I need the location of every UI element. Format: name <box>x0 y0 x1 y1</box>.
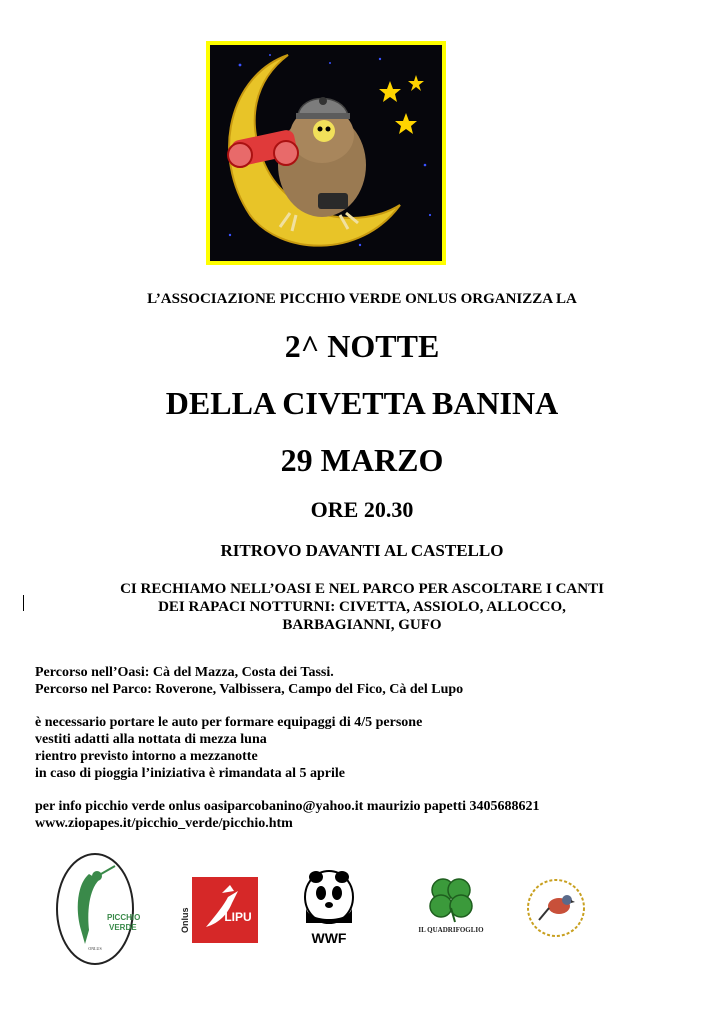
quadrifoglio-logo <box>415 874 487 936</box>
stars <box>379 75 424 134</box>
note-return: rientro previsto intorno a mezzanotte <box>35 749 258 764</box>
quadrifoglio-text: IL QUADRIFOGLIO <box>418 926 484 934</box>
picchio-logo-sub: ONLUS <box>88 946 102 951</box>
event-time: ORE 20.30 <box>310 497 414 522</box>
event-date: 29 MARZO <box>280 442 444 478</box>
contact-info: per info picchio verde onlus oasiparcobanino@yahoo.it maurizio papetti 3405688621 <box>35 799 540 814</box>
meeting-point: RITROVO DAVANTI AL CASTELLO <box>220 541 504 560</box>
wwf-text: WWF <box>311 930 347 946</box>
organizer-line: L’ASSOCIAZIONE PICCHIO VERDE ONLUS ORGANIZZA LA <box>147 291 577 307</box>
website-link[interactable]: www.ziopapes.it/picchio_verde/picchio.htm <box>35 816 293 831</box>
description-line: BARBAGIANNI, GUFO <box>282 617 442 633</box>
lipu-logo <box>176 875 260 945</box>
route-oasi: Percorso nell’Oasi: Cà del Mazza, Costa dei Tassi. <box>35 665 334 680</box>
owl-moon-illustration <box>206 41 446 265</box>
route-parco: Percorso nel Parco: Roverone, Valbissera, Campo del Fico, Cà del Lupo <box>35 682 464 697</box>
bird-emblem-logo <box>523 876 589 940</box>
text-cursor <box>23 595 24 611</box>
note-cars: è necessario portare le auto per formare equipaggi di 4/5 persone <box>35 715 423 730</box>
note-rain: in caso di pioggia l’iniziativa è rimandata al 5 aprile <box>35 766 345 781</box>
event-title-line2: DELLA CIVETTA BANINA <box>165 385 559 421</box>
lipu-text: LIPU <box>224 910 252 924</box>
note-clothing: vestiti adatti alla nottata di mezza luna <box>35 732 267 747</box>
wwf-logo <box>300 867 358 947</box>
description-line: CI RECHIAMO NELL’OASI E NEL PARCO PER ASCOLTARE I CANTI <box>120 581 604 597</box>
event-description <box>0 580 724 634</box>
description-line: DEI RAPACI NOTTURNI: CIVETTA, ASSIOLO, ALLOCCO, <box>158 599 566 615</box>
picchio-logo-text1: PICCHIO <box>107 913 141 922</box>
event-title-line1: 2^ NOTTE <box>284 328 440 364</box>
lipu-side-text: Onlus <box>180 907 190 933</box>
picchio-logo-text2: VERDE <box>109 923 137 932</box>
picchio-verde-logo <box>55 852 141 966</box>
